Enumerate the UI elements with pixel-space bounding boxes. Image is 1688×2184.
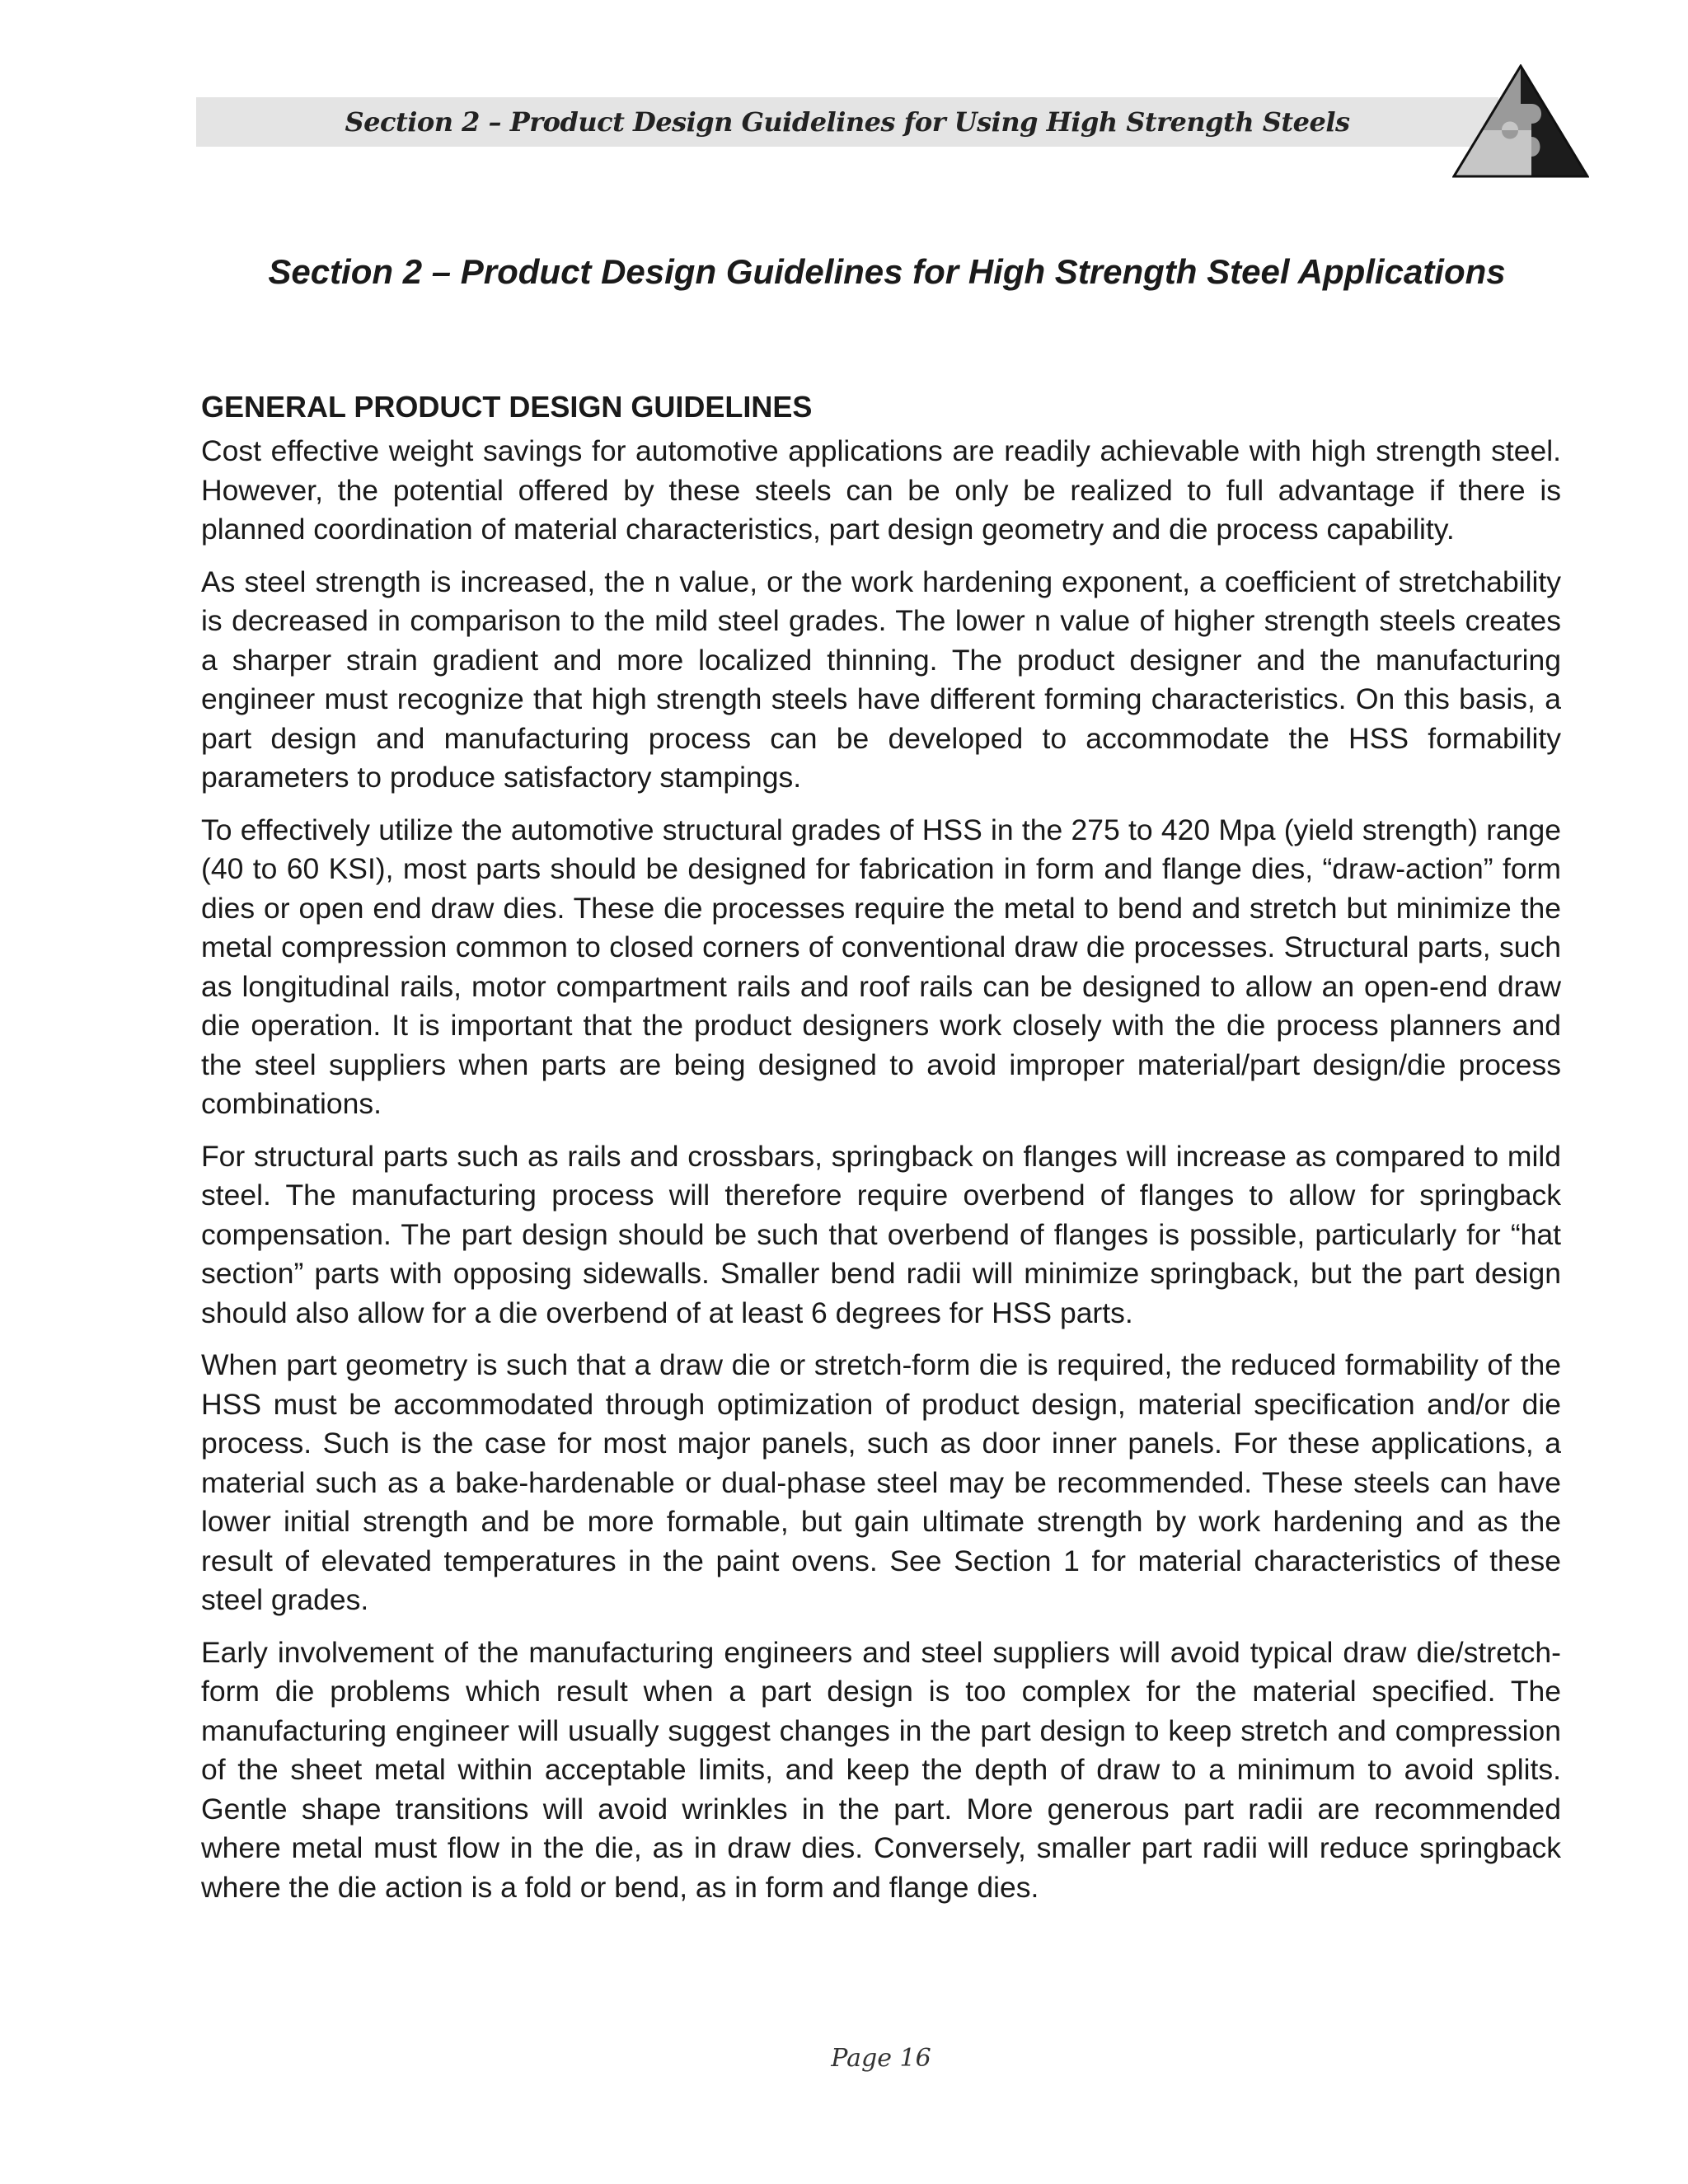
paragraph: When part geometry is such that a draw die or stretch-form die is required, the reduced formability of the HSS must be accommodated through optimization of product design, material specification and/or die process. Such is the case for most major panels, such as door inner panels. For these applications, a material such as a bake-hardenable or dual-phase steel may be recommended. These steels can have lower initial strength and be more formable, but gain ultimate strength by work hardening and as the result of elevated temperatures in the paint ovens. See Section 1 for material characteristics of these steel grades.	[201, 1348, 1561, 1616]
puzzle-triangle-icon	[1452, 64, 1589, 178]
paragraph: For structural parts such as rails and crossbars, springback on flanges will increase as compared to mild steel. The manufacturing process will therefore require overbend of flanges to allow for springback compensation. The part design should be such that overbend of flanges is possible, particularly for “hat section” parts with opposing sidewalls. Smaller bend radii will minimize springback, but the part design should also allow for a die overbend of at least 6 degrees for HSS parts.	[201, 1139, 1561, 1329]
paragraph: Cost effective weight savings for automotive applications are readily achievable with high strength steel. However, the potential offered by these steels can be only be realized to full advantage if there is planned coordination of material characteristics, part design geometry and die process capability.	[201, 434, 1561, 546]
running-head: Section 2 – Product Design Guidelines for Using High Strength Steels	[345, 106, 1350, 138]
page-number: Page 16	[831, 2044, 931, 2073]
paragraph: Early involvement of the manufacturing engineers and steel suppliers will avoid typical draw die/stretch-form die problems which result when a part design is too complex for the material specified. The manufacturing engineer will usually suggest changes in the part design to keep stretch and compression of the sheet metal within acceptable limits, and keep the depth of draw to a minimum to avoid splits. Gentle shape transitions will avoid wrinkles in the part. More generous part radii are recommended where metal must flow in the die, as in draw dies. Conversely, smaller part radii will reduce springback where the die action is a fold or bend, as in form and flange dies.	[201, 1635, 1561, 1904]
section-subheading: GENERAL PRODUCT DESIGN GUIDELINES	[201, 390, 813, 424]
paragraph: As steel strength is increased, the n value, or the work hardening exponent, a coefficient of stretchability is decreased in comparison to the mild steel grades. The lower n value of higher strength steels creates a sharper strain gradient and more localized thinning. The product designer and the manufacturing engineer must recognize that high strength steels have different forming characteristics. On this basis, a part design and manufacturing process can be developed to accommodate the HSS formability parameters to produce satisfactory stampings.	[201, 565, 1561, 794]
section-title: Section 2 – Product Design Guidelines for High Strength Steel Applications	[268, 252, 1506, 291]
body-content	[201, 387, 1561, 1920]
paragraph: To effectively utilize the automotive structural grades of HSS in the 275 to 420 Mpa (yield strength) range (40 to 60 KSI), most parts should be designed for fabrication in form and flange dies, “draw-action” form dies or open end draw dies. These die processes require the metal to bend and stretch but minimize the metal compression common to closed corners of conventional draw die processes. Structural parts, such as longitudinal rails, motor compartment rails and roof rails can be designed to allow an open-end draw die operation. It is important that the product designers work closely with the die process planners and the steel suppliers when parts are being designed to avoid improper material/part design/die process combinations.	[201, 813, 1561, 1120]
